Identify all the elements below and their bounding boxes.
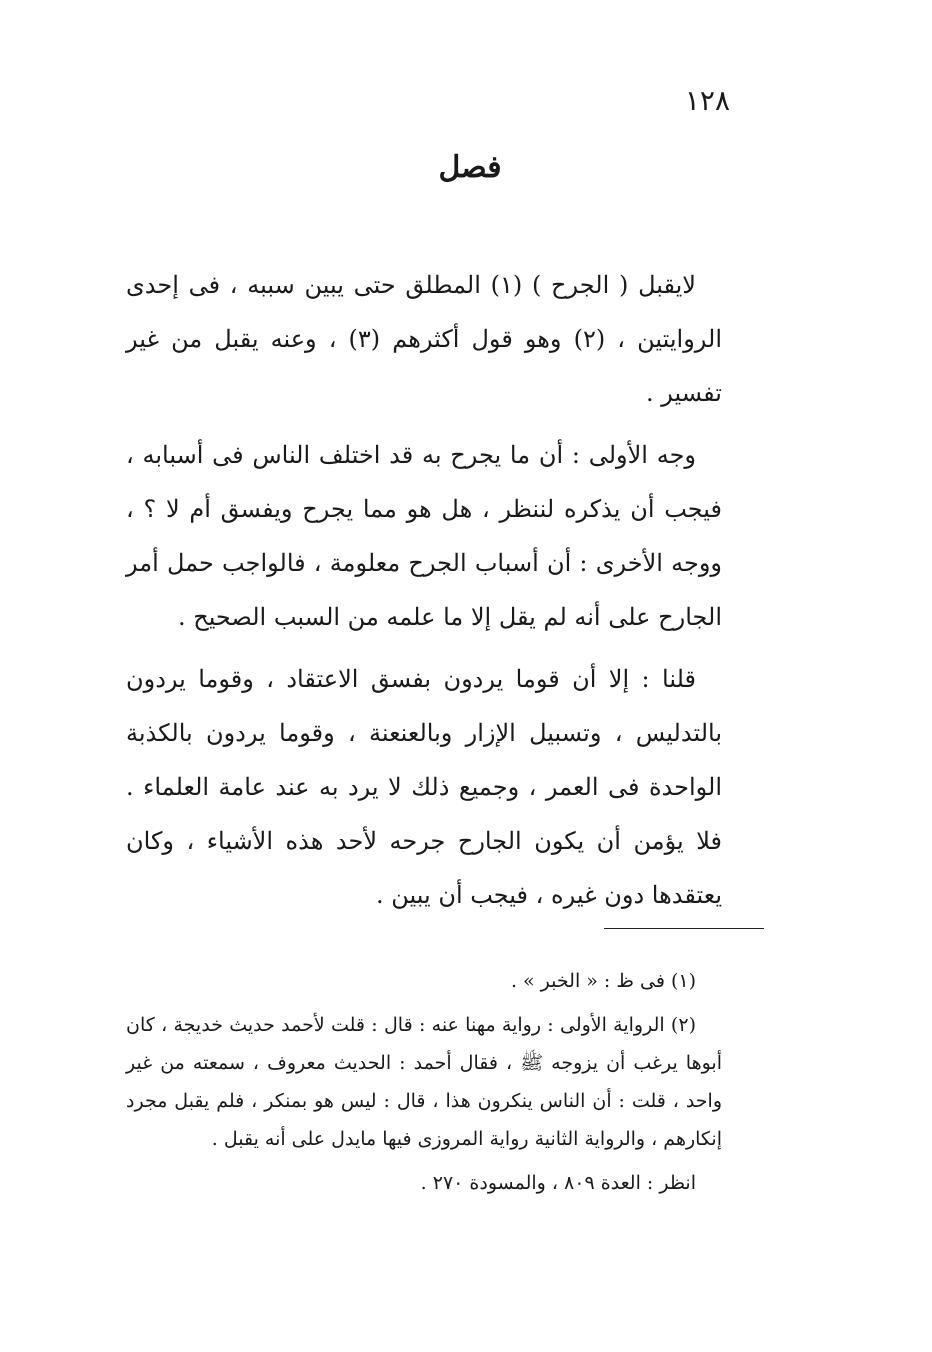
section-title: فصل — [438, 150, 502, 185]
footnote-separator — [604, 928, 764, 929]
footnotes — [126, 962, 722, 1208]
footnote: (٢) الرواية الأولى : رواية مهنا عنه : قال : قلت لأحمد حديث خديجة ، كان أبوها يرغب أن يزوجه ﷺ ، فقال أحمد : الحديث معروف ، سمعته من غير واحد ، قلت : أن الناس ينكرون هذا ، قال : ليس هو بمنكر ، فلم يقبل مجرد إنكارهم ، والرواية الثانية رواية المروزى فيها مايدل على أنه يقبل . — [126, 1014, 722, 1150]
footnote: (١) فى ظ : « الخبر » . — [510, 970, 696, 992]
paragraph: وجه الأولى : أن ما يجرح به قد اختلف الناس فى أسبابه ، فيجب أن يذكره لننظر ، هل هو مما يجرح ويفسق أم لا ؟ ، ووجه الأخرى : أن أسباب الجرح معلومة ، فالواجب حمل أمر الجارح على أنه لم يقل إلا ما علمه من السبب الصحيح . — [126, 441, 722, 631]
footnote-reference: انظر : العدة ٨٠٩ ، والمسودة ٢٧٠ . — [420, 1172, 696, 1194]
paragraph: قلنا : إلا أن قوما يردون بفسق الاعتقاد ، وقوما يردون بالتدليس ، وتسبيل الإزار وبالعنعنة ، وقوما يردون بالكذبة الواحدة فى العمر ، وجميع ذلك لا يرد به عند عامة العلماء . فلا يؤمن أن يكون الجارح جرحه لأحد هذه الأشياء ، وكان يعتقدها دون غيره ، فيجب أن يبين . — [126, 665, 722, 909]
page-number: ١٢٨ — [684, 84, 730, 117]
main-text — [126, 258, 722, 930]
paragraph: لايقبل ( الجرح ) (١) المطلق حتى يبين سببه ، فى إحدى الروايتين ، (٢) وهو قول أكثرهم (٣) ، وعنه يقبل من غير تفسير . — [126, 271, 723, 407]
